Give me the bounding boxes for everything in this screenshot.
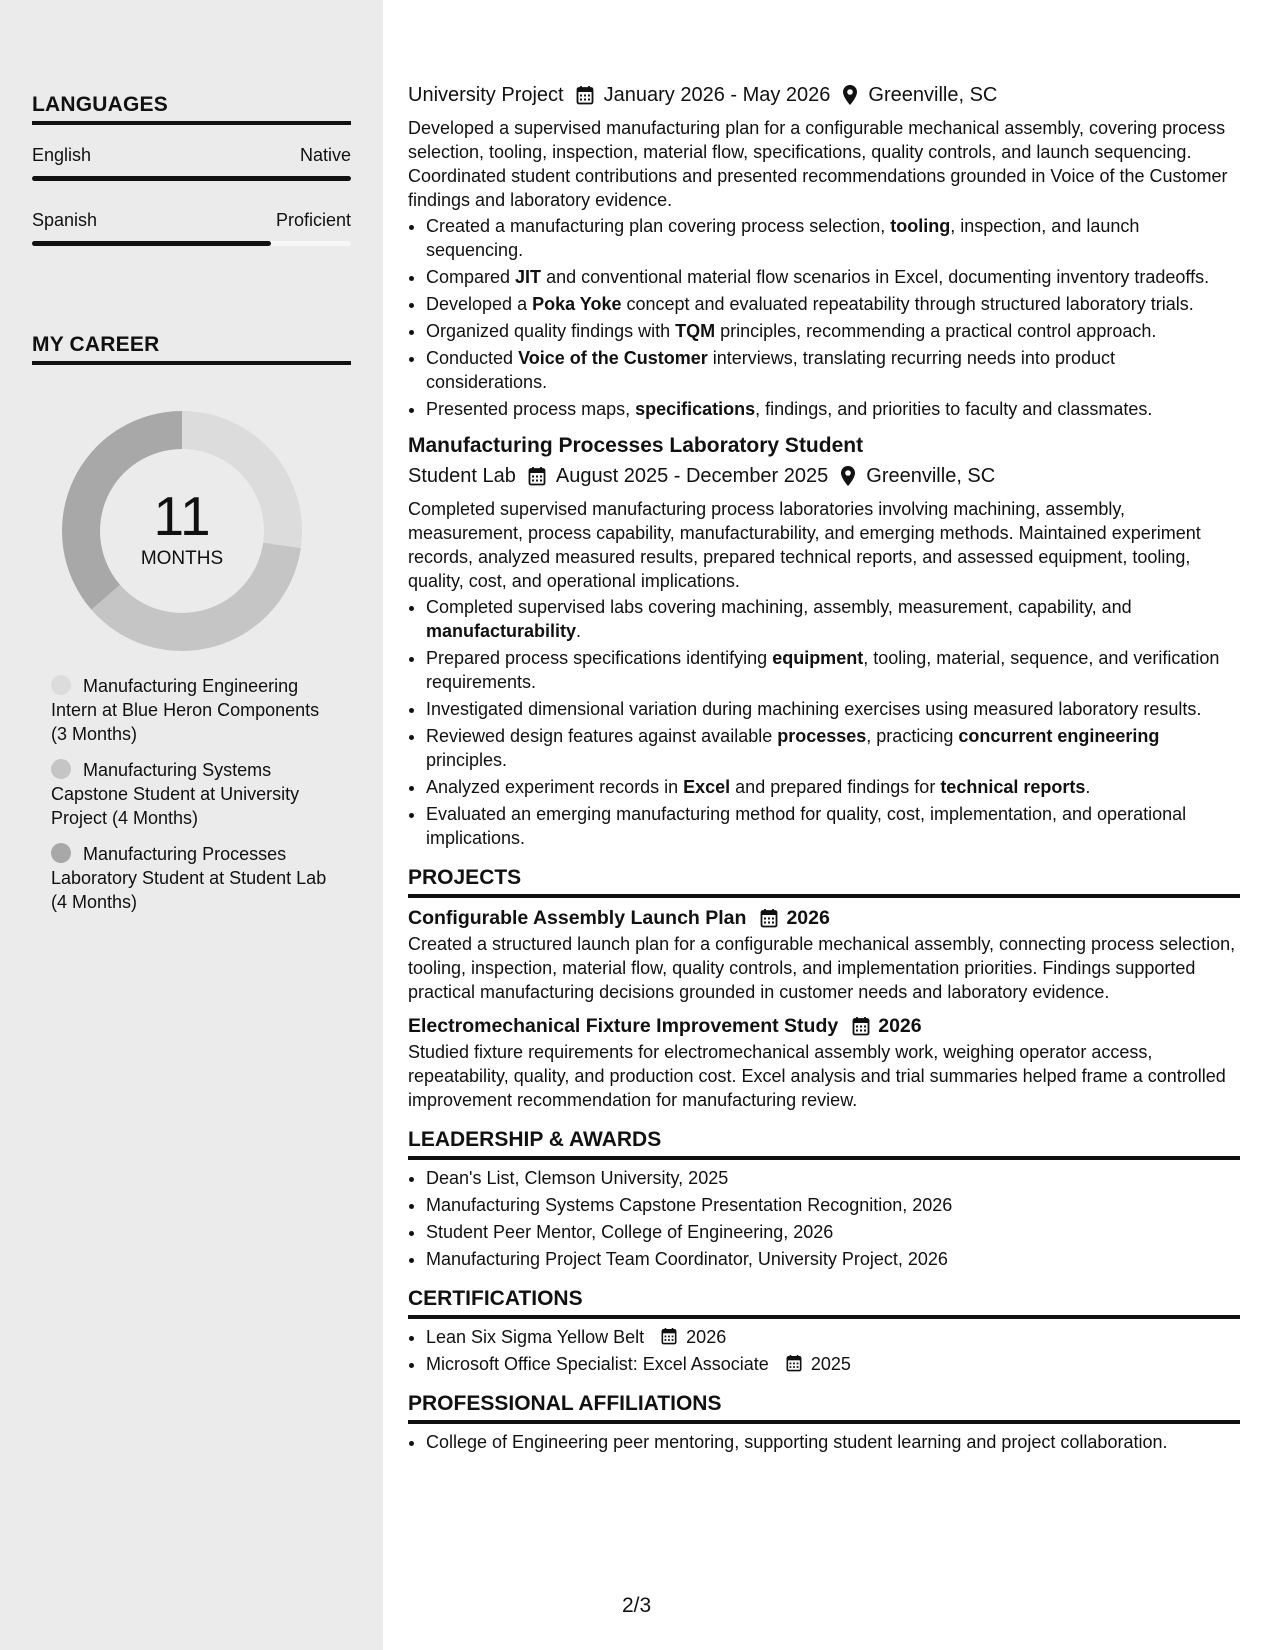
bullet: • Created a manufacturing plan covering process selection, tooling, inspection, and launch sequencing. — [426, 214, 1240, 262]
projects-section — [408, 864, 1240, 1112]
calendar-icon — [661, 1327, 677, 1345]
calendar-icon — [576, 85, 594, 105]
leadership-item: • Dean's List, Clemson University, 2025 — [426, 1166, 1240, 1190]
dates: January 2026 - May 2026 — [603, 84, 831, 106]
experience-bullets — [408, 214, 1240, 421]
certification-item — [426, 1325, 1240, 1349]
language-item — [32, 145, 351, 181]
project-year: 2026 — [878, 1015, 922, 1037]
career-item-text: Manufacturing Processes Laboratory Student at Student Lab (4 Months) — [51, 844, 327, 912]
experience-bullets — [408, 595, 1240, 850]
career-total: 11 — [153, 485, 211, 547]
language-bar — [32, 176, 351, 181]
experience-meta — [408, 461, 1240, 491]
location-pin-icon — [840, 465, 856, 487]
dates: August 2025 - December 2025 — [555, 465, 829, 487]
project-year: 2026 — [786, 907, 830, 929]
leadership-section — [408, 1126, 1240, 1271]
location: Greenville, SC — [866, 465, 996, 487]
career-item — [51, 758, 331, 830]
certifications-list — [408, 1325, 1240, 1376]
career-section — [32, 333, 351, 365]
language-bar-fill — [32, 241, 271, 246]
main-content — [408, 80, 1240, 1457]
page-number: 2/3 — [622, 1594, 652, 1617]
bullet: • Analyzed experiment records in Excel and prepared findings for technical reports. — [426, 775, 1240, 799]
career-donut — [62, 411, 302, 651]
project-item — [408, 1012, 1240, 1112]
bullet: • Reviewed design features against available processes, practicing concurrent engineering principles. — [426, 724, 1240, 772]
legend-dot — [51, 759, 71, 779]
experience-entry — [408, 80, 1240, 421]
language-item — [32, 210, 351, 246]
bullet: • Investigated dimensional variation during machining exercises using measured laboratory results. — [426, 697, 1240, 721]
bullet: • Completed supervised labs covering machining, assembly, measurement, capability, and manufacturability. — [426, 595, 1240, 643]
experience-entry — [408, 431, 1240, 850]
leadership-item: • Student Peer Mentor, College of Engineering, 2026 — [426, 1220, 1240, 1244]
career-item — [51, 842, 331, 914]
affiliations-section — [408, 1390, 1240, 1454]
certifications-section — [408, 1285, 1240, 1376]
project-item — [408, 904, 1240, 1004]
calendar-icon — [528, 466, 546, 486]
language-bar — [32, 241, 351, 246]
projects-title: PROJECTS — [408, 864, 1240, 898]
affiliations-title: PROFESSIONAL AFFILIATIONS — [408, 1390, 1240, 1424]
certification-year: 2026 — [686, 1327, 727, 1347]
language-level: Proficient — [275, 210, 351, 230]
legend-dot — [51, 675, 71, 695]
experience-summary: Completed supervised manufacturing process laboratories involving machining, assembly, measurement, process capability, manufacturability, and emerging methods. Maintained experiment records, analyzed measured results, prepared technical reports, and assessed equipment, tooling, quality, cost, and operational implications. — [408, 499, 1201, 591]
certifications-title: CERTIFICATIONS — [408, 1285, 1240, 1319]
career-unit: MONTHS — [140, 548, 224, 569]
project-description: Created a structured launch plan for a configurable mechanical assembly, connecting process selection, tooling, inspection, material flow, quality controls, and implementation priorities. Findings supported practical manufacturing decisions grounded in customer needs and laboratory evidence. — [408, 934, 1236, 1002]
certification-name: Microsoft Office Specialist: Excel Associate — [426, 1354, 769, 1374]
leadership-title: LEADERSHIP & AWARDS — [408, 1126, 1240, 1160]
bullet: • Evaluated an emerging manufacturing method for quality, cost, implementation, and operational implications. — [426, 802, 1240, 850]
calendar-icon — [786, 1354, 802, 1372]
project-name: Configurable Assembly Launch Plan — [408, 907, 747, 929]
career-item-text: Manufacturing Systems Capstone Student at University Project (4 Months) — [51, 760, 300, 828]
experience-meta — [408, 80, 1240, 110]
sidebar — [0, 0, 383, 1650]
location-pin-icon — [842, 84, 858, 106]
calendar-icon — [760, 908, 778, 928]
calendar-icon — [852, 1016, 870, 1036]
language-name: Spanish — [32, 210, 98, 230]
project-description: Studied fixture requirements for electromechanical assembly work, weighing operator access, repeatability, quality, and production cost. Excel analysis and trial summaries helped frame a controlled improvement recommendation for manufacturing review. — [408, 1042, 1226, 1110]
certification-year: 2025 — [810, 1354, 851, 1374]
job-title: Manufacturing Processes Laboratory Student — [408, 434, 864, 457]
languages-title: LANGUAGES — [32, 93, 351, 125]
language-bar-fill — [32, 176, 351, 181]
languages-section — [32, 93, 351, 246]
affiliations-list — [408, 1430, 1240, 1454]
affiliation-item: • College of Engineering peer mentoring, supporting student learning and project collaboration. — [426, 1430, 1240, 1454]
leadership-list — [408, 1166, 1240, 1271]
project-name: Electromechanical Fixture Improvement Study — [408, 1015, 839, 1037]
bullet: • Prepared process specifications identifying equipment, tooling, material, sequence, and verification requirements. — [426, 646, 1240, 694]
certification-item — [426, 1352, 1240, 1376]
language-name: English — [32, 145, 92, 165]
bullet: • Developed a Poka Yoke concept and evaluated repeatability through structured laboratory trials. — [426, 292, 1240, 316]
career-item — [51, 674, 331, 746]
location: Greenville, SC — [868, 84, 998, 106]
company: Student Lab — [408, 465, 516, 487]
bullet: • Organized quality findings with TQM principles, recommending a practical control approach. — [426, 319, 1240, 343]
language-level: Native — [299, 145, 351, 165]
leadership-item: • Manufacturing Project Team Coordinator, University Project, 2026 — [426, 1247, 1240, 1271]
career-title: MY CAREER — [32, 333, 351, 365]
experience-summary: Developed a supervised manufacturing plan for a configurable mechanical assembly, covering process selection, tooling, inspection, material flow, specifications, quality controls, and launch sequencing. Coordinated student contributions and presented recommendations grounded in Voice of the Customer findings and laboratory evidence. — [408, 118, 1228, 210]
career-list — [51, 674, 331, 926]
bullet: • Conducted Voice of the Customer interviews, translating recurring needs into product considerations. — [426, 346, 1240, 394]
company: University Project — [408, 84, 564, 106]
leadership-item: • Manufacturing Systems Capstone Presentation Recognition, 2026 — [426, 1193, 1240, 1217]
career-item-text: Manufacturing Engineering Intern at Blue Heron Components (3 Months) — [51, 676, 320, 744]
bullet: • Compared JIT and conventional material flow scenarios in Excel, documenting inventory tradeoffs. — [426, 265, 1240, 289]
certification-name: Lean Six Sigma Yellow Belt — [426, 1327, 645, 1347]
bullet: • Presented process maps, specifications, findings, and priorities to faculty and classmates. — [426, 397, 1240, 421]
legend-dot — [51, 843, 71, 863]
